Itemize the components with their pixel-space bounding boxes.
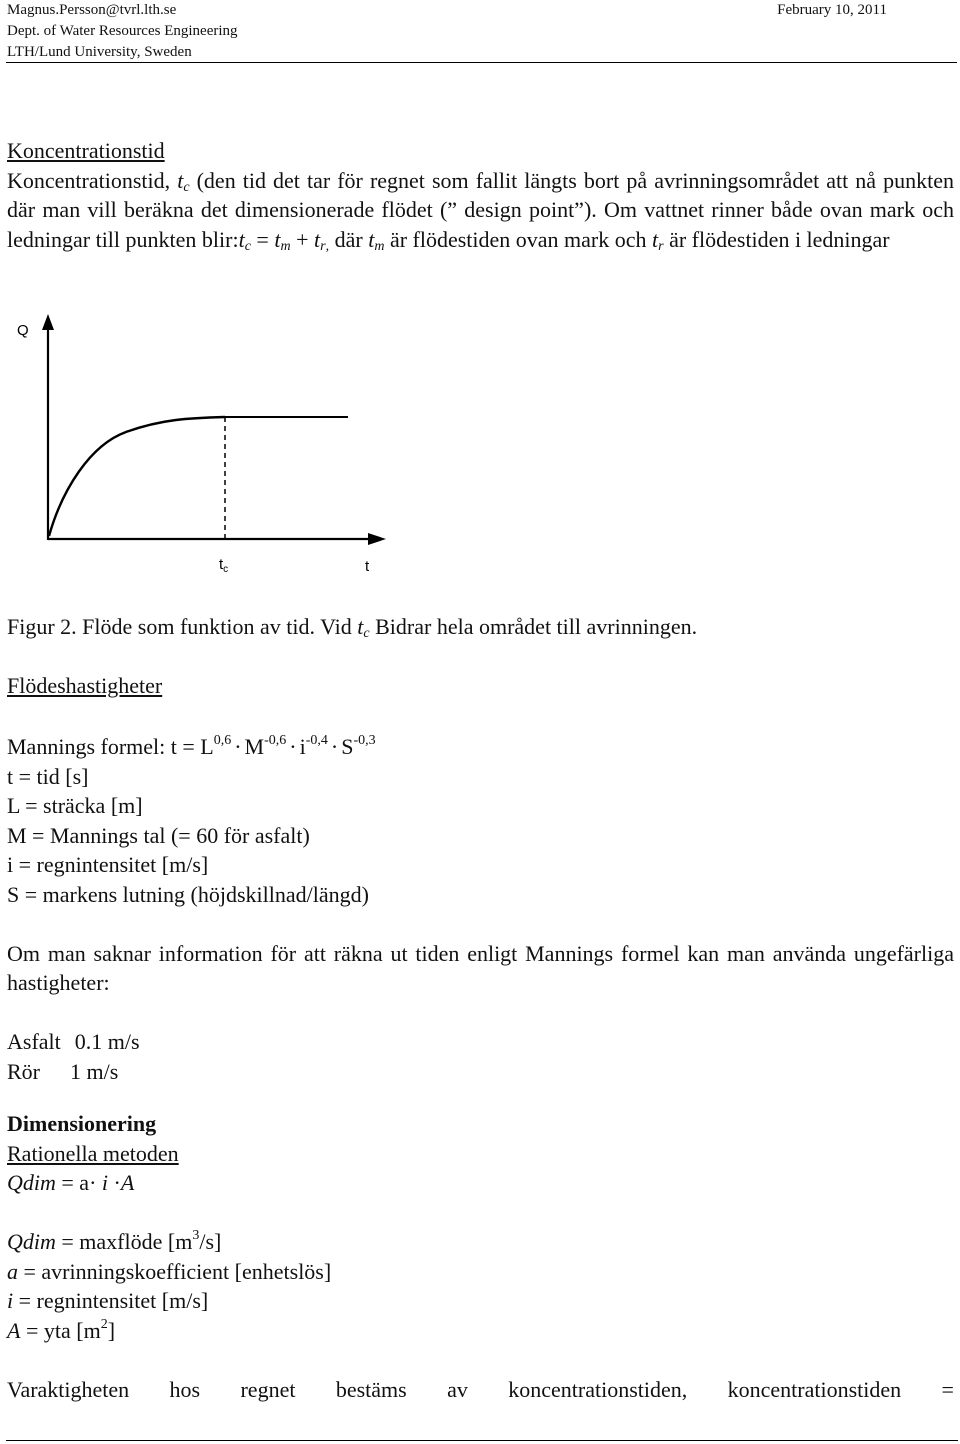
y-axis-arrow bbox=[42, 314, 54, 330]
tc-label: $t_c$ bbox=[219, 556, 229, 575]
section-flodeshastigheter bbox=[7, 671, 954, 1086]
footer-divider bbox=[6, 1440, 958, 1441]
speed-asfalt: Asfalt 0.1 m/s bbox=[7, 1029, 140, 1054]
varaktighet-line bbox=[7, 1375, 954, 1405]
definition-A: A = yta $[m^2]$ bbox=[7, 1316, 116, 1343]
header-divider bbox=[6, 62, 957, 63]
section-title-flodeshastigheter: Flödeshastigheter bbox=[7, 673, 163, 698]
section-title-dimensionering: Dimensionering bbox=[7, 1111, 157, 1136]
definition-Qdim: Qdim = maxflöde $[m^3/s]$ bbox=[7, 1228, 222, 1254]
word: av bbox=[447, 1376, 468, 1402]
x-axis-label: t bbox=[365, 558, 370, 575]
definition-t: t = tid [s] bbox=[7, 763, 89, 789]
word: koncentrationstiden bbox=[727, 1376, 902, 1402]
section-dimensionering bbox=[7, 1109, 954, 1404]
definition-a: a = avrinningskoefficient [enhetslös] bbox=[7, 1258, 332, 1284]
figure-caption: Figur 2. Flöde som funktion av tid. Vid $t_c$ Bidrar hela området till avrinningen. bbox=[7, 614, 698, 641]
word: regnet bbox=[240, 1376, 296, 1402]
flow-curve bbox=[49, 417, 225, 536]
page-header-left bbox=[7, 0, 238, 63]
mannings-formula: Mannings formel: $t = L^{0,6} \cdot M^{-0,6} \cdot i^{-0,4} \cdot S^{-0,3}$ bbox=[7, 733, 376, 759]
definition-S: S = markens lutning (höjdskillnad/längd) bbox=[7, 881, 369, 907]
definition-M: M = Mannings tal (= 60 för asfalt) bbox=[7, 822, 310, 848]
definition-i: i = regnintensitet [m/s] bbox=[7, 852, 209, 877]
word: hos bbox=[169, 1376, 201, 1402]
definition-L: L = sträcka [m] bbox=[7, 793, 143, 818]
section-koncentrationstid bbox=[7, 136, 954, 254]
header-department: Dept. of Water Resources Engineering bbox=[7, 23, 238, 39]
word: bestäms bbox=[335, 1376, 407, 1402]
section-title-koncentrationstid: Koncentrationstid bbox=[7, 138, 165, 163]
subsection-title-rationella-metoden: Rationella metoden bbox=[7, 1140, 179, 1166]
approximate-speeds-paragraph: Om man saknar information för att räkna ut tiden enligt Mannings formel kan man använda ungefärliga hastigheter: bbox=[7, 940, 954, 995]
header-university: LTH/Lund University, Sweden bbox=[7, 44, 192, 60]
word: = bbox=[941, 1376, 954, 1402]
header-date: February 10, 2011 bbox=[777, 2, 887, 18]
koncentrationstid-paragraph: Koncentrationstid, $t_c$ (den tid det tar för regnet som fallit längts bort på avrinningsområdet att nå punkten där man vill beräkna det dimensionerade flödet (” design point”). Om vattnet rinner både ovan mark och ledningar till punkten $blir:t_c = t_m + t_{r,}$ där $t_m$ är flödestiden ovan mark och $t_r$ är flödestiden i ledningar bbox=[7, 167, 954, 254]
word: Varaktigheten bbox=[7, 1376, 130, 1402]
word: koncentrationstiden, bbox=[508, 1376, 688, 1402]
definition-i-rational: i = regnintensitet [m/s] bbox=[7, 1288, 209, 1313]
header-email: Magnus.Persson@tvrl.lth.se bbox=[7, 2, 177, 18]
rational-formula: Qdim = a· i ·A bbox=[7, 1170, 135, 1195]
y-axis-label: Q bbox=[17, 322, 29, 339]
flow-time-figure bbox=[0, 310, 400, 585]
speed-ror: Rör 1 m/s bbox=[7, 1058, 119, 1084]
x-axis-arrow bbox=[368, 533, 386, 545]
